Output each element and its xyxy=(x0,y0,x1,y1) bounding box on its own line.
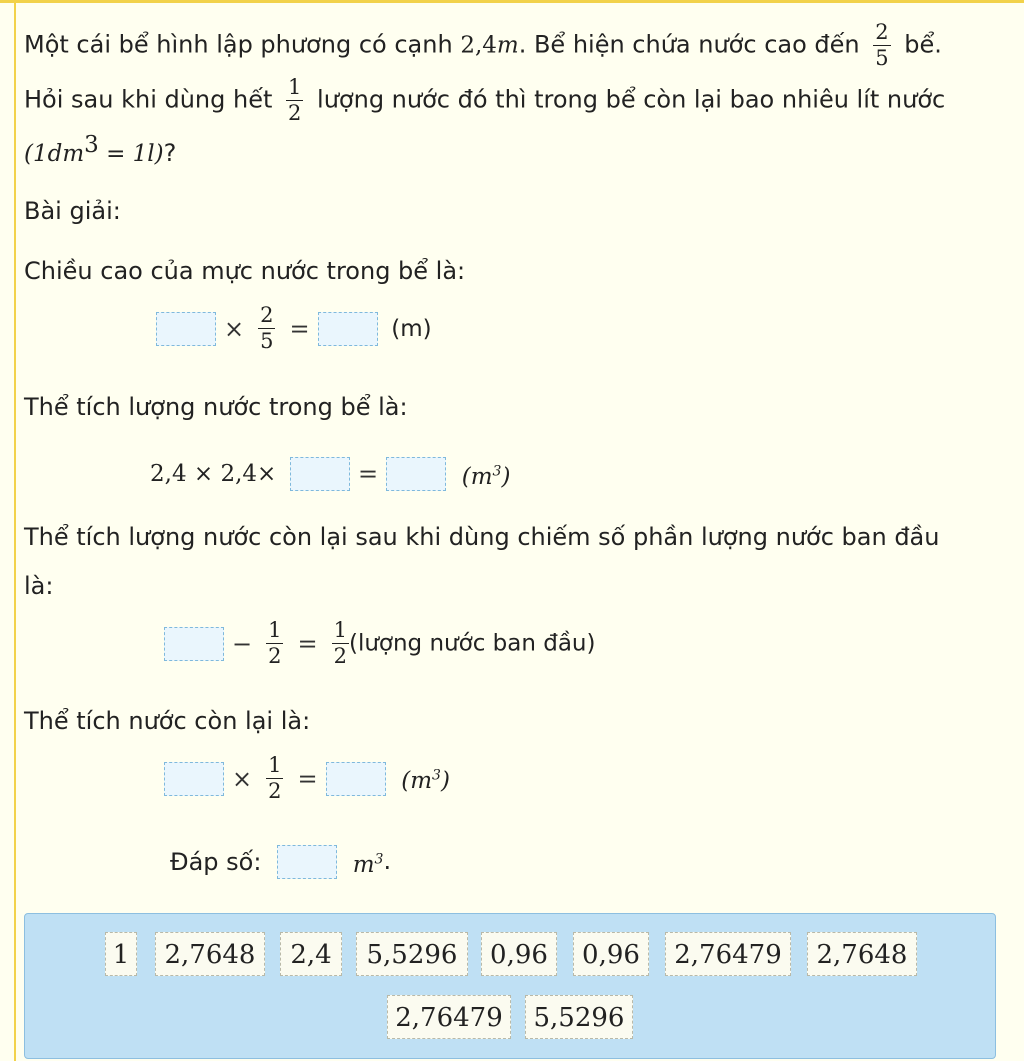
step3-label-line-2: là: xyxy=(24,572,54,600)
blank-volume-input[interactable] xyxy=(164,762,224,796)
step4-label: Thể tích nước còn lại là: xyxy=(24,707,311,735)
fraction-fill: $\frac{2}{5}$ xyxy=(875,20,889,70)
left-border xyxy=(14,0,16,1061)
step3-equation: − $\frac{1}{2}$ = $\frac{1}{2}$ (lượng nước ban đầu) xyxy=(164,620,595,690)
edge-value: 2,4 xyxy=(460,32,497,59)
problem-text: lượng nước đó thì trong bể còn lại bao nhiêu lít nước xyxy=(317,85,946,114)
fraction-use: $\frac{1}{2}$ xyxy=(288,75,302,125)
problem-line-2 xyxy=(24,77,945,124)
step3-label-line-1: Thể tích lượng nước còn lại sau khi dùng chiếm số phần lượng nước ban đầu xyxy=(24,523,940,551)
problem-text: . Bể hiện chứa nước cao đến xyxy=(518,30,860,59)
blank-height[interactable] xyxy=(290,457,350,491)
step3-suffix: (lượng nước ban đầu) xyxy=(348,630,596,657)
answer-chip[interactable]: 2,7648 xyxy=(807,932,917,976)
answer-unit: $m^3$ xyxy=(352,851,384,878)
blank-water-height[interactable] xyxy=(318,312,378,346)
answer-chip[interactable]: 2,7648 xyxy=(155,932,265,976)
step4-fraction: $\frac{1}{2}$ xyxy=(268,753,282,803)
answer-chip[interactable]: 5,5296 xyxy=(525,995,633,1039)
answer-label: Đáp số: xyxy=(170,847,262,876)
blank-answer[interactable] xyxy=(277,845,337,879)
step2-prefix: 2,4 × 2,4× xyxy=(150,460,277,487)
step1-equation: × $\frac{2}{5}$ = (m) xyxy=(156,305,432,375)
problem-text: bể. xyxy=(904,30,942,59)
step4-equation: × $\frac{1}{2}$ = $(m^3)$ xyxy=(164,755,450,825)
problem-line-3: $(1dm^3 = 1l)$? xyxy=(24,132,177,167)
answer-chip[interactable]: 2,76479 xyxy=(665,932,791,976)
answer-chip[interactable]: 0,96 xyxy=(573,932,649,976)
problem-line-1 xyxy=(24,22,942,69)
answer-chip[interactable]: 5,5296 xyxy=(356,932,468,976)
unit-label: $(m^3)$ xyxy=(461,463,511,490)
conversion-text: (1dm xyxy=(24,141,85,167)
step2-equation: $2,4 \times 2,4\times = (m^3)$ xyxy=(150,456,510,492)
problem-text: Hỏi sau khi dùng hết xyxy=(24,85,273,114)
answer-chip[interactable]: 0,96 xyxy=(481,932,557,976)
edge-unit: m xyxy=(496,32,519,59)
step2-label: Thể tích lượng nước trong bể là: xyxy=(24,393,408,421)
answer-chip[interactable]: 1 xyxy=(105,932,137,976)
answer-chip[interactable]: 2,76479 xyxy=(387,995,511,1039)
answer-row: Đáp số: $m^3$. xyxy=(170,846,392,878)
step1-fraction: $\frac{2}{5}$ xyxy=(260,303,274,353)
answer-chip[interactable]: 2,4 xyxy=(280,932,342,976)
step3-fraction-2: $\frac{1}{2}$ xyxy=(333,618,347,668)
problem-text: Một cái bể hình lập phương có cạnh xyxy=(24,30,453,59)
step1-label: Chiều cao của mực nước trong bể là: xyxy=(24,257,466,285)
step3-fraction-1: $\frac{1}{2}$ xyxy=(268,618,282,668)
conversion-text: = 1l) xyxy=(98,141,164,167)
blank-volume[interactable] xyxy=(386,457,446,491)
unit-label: (m) xyxy=(391,315,432,342)
unit-label: $(m^3)$ xyxy=(401,767,450,795)
blank-remaining-volume[interactable] xyxy=(326,762,386,796)
blank-whole[interactable] xyxy=(164,627,224,661)
answer-bank xyxy=(24,913,996,1059)
top-border xyxy=(0,0,1024,3)
solution-heading: Bài giải: xyxy=(24,197,121,225)
blank-edge[interactable] xyxy=(156,312,216,346)
